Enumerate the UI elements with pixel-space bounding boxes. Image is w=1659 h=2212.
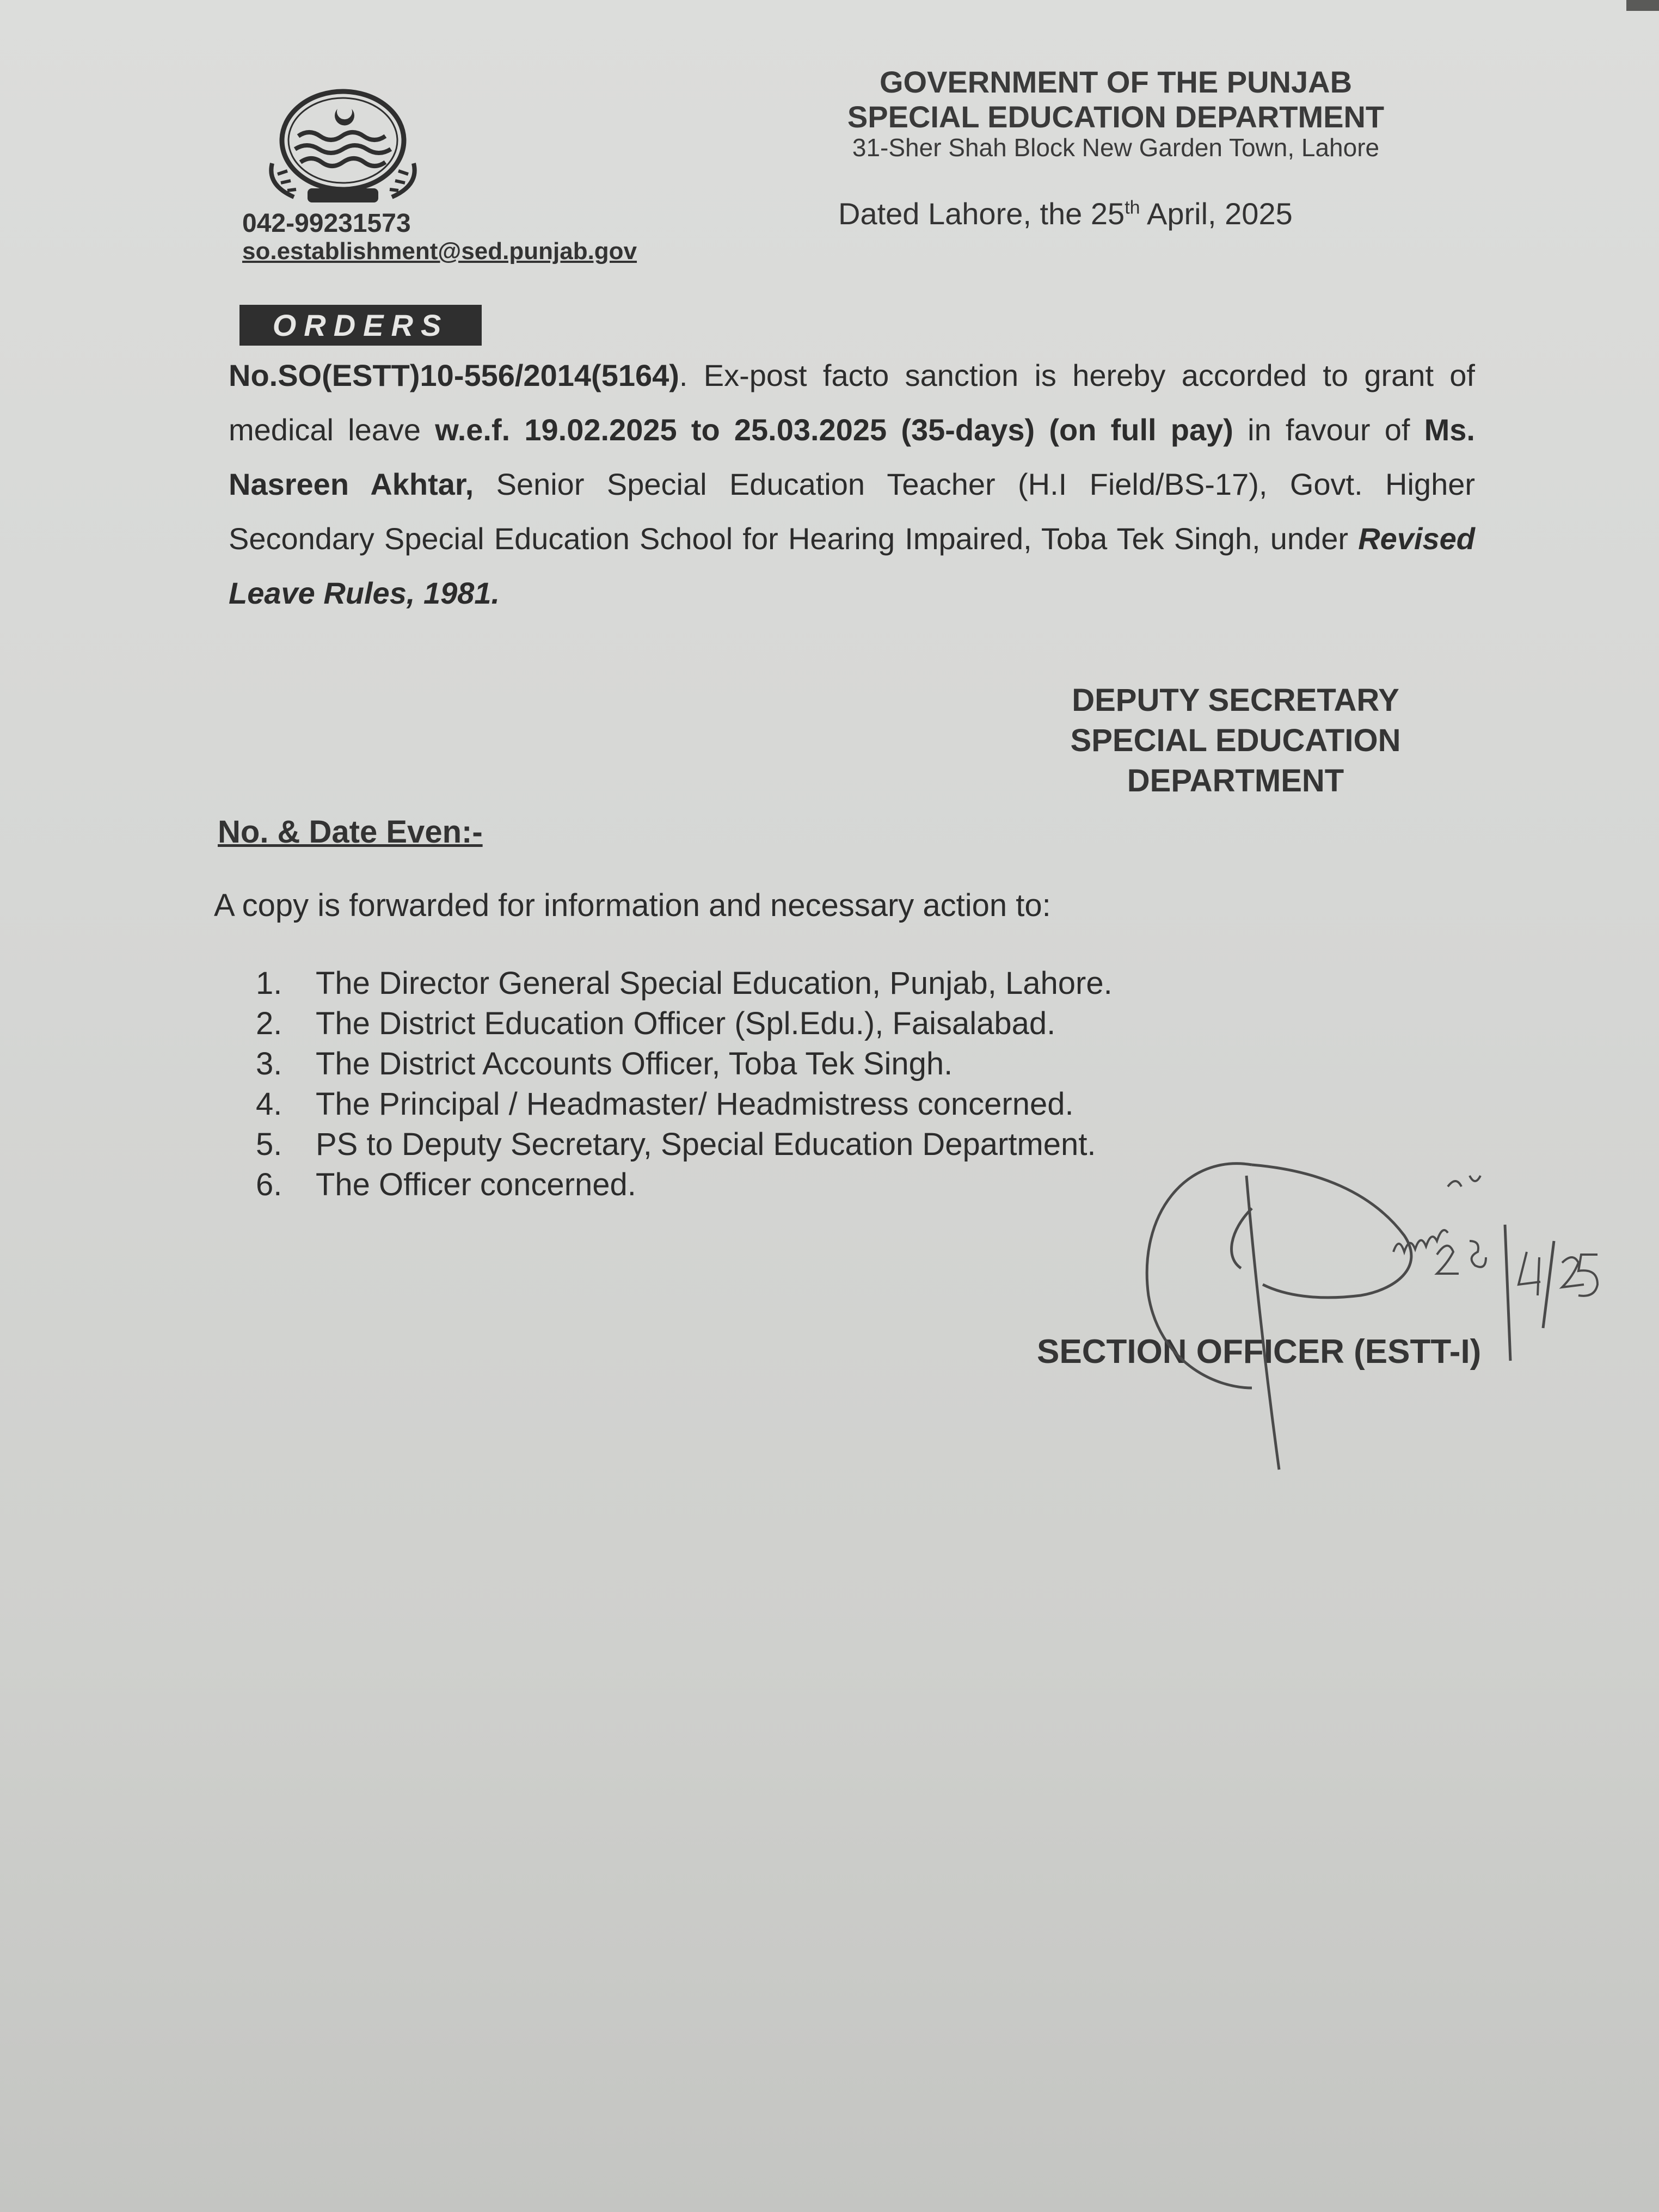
list-item-number: 1.	[256, 966, 282, 1001]
no-date-even-heading: No. & Date Even:-	[218, 814, 483, 850]
leave-period: w.e.f. 19.02.2025 to 25.03.2025 (35-days) (on full pay)	[435, 413, 1233, 447]
dated-suffix: April, 2025	[1140, 196, 1293, 231]
header-department: SPECIAL EDUCATION DEPARTMENT	[847, 100, 1385, 134]
order-text-2: in favour of	[1233, 413, 1424, 447]
employee-name: Ms. Nasreen Akhtar,	[229, 413, 1475, 501]
list-item-text: The Principal / Headmaster/ Headmistress concerned.	[316, 1086, 1074, 1122]
header-address: 31-Sher Shah Block New Garden Town, Lahore	[852, 133, 1380, 162]
dated-line	[838, 196, 1293, 231]
email-address: so.establishment@sed.punjab.gov	[242, 238, 637, 265]
list-item	[256, 1125, 1113, 1165]
reference-number: No.SO(ESTT)10-556/2014(5164)	[229, 358, 679, 392]
list-item-text: The Director General Special Education, Punjab, Lahore.	[316, 966, 1113, 1001]
list-item	[256, 963, 1113, 1004]
phone-number: 042-99231573	[242, 209, 411, 238]
dated-prefix: Dated Lahore, the 25	[838, 196, 1125, 231]
list-item-number: 4.	[256, 1086, 282, 1122]
deputy-secretary-block	[1023, 680, 1448, 801]
order-text-3: Senior Special Education Teacher (H.I Field/BS-17), Govt. Higher Secondary Special Education School for Hearing Impaired, Toba Tek Singh, under	[229, 467, 1476, 556]
list-item	[256, 1165, 1113, 1205]
section-officer-title: SECTION OFFICER (ESTT-I)	[1037, 1333, 1482, 1371]
list-item-text: The District Education Officer (Spl.Edu.), Faisalabad.	[316, 1006, 1056, 1041]
copy-forward-intro: A copy is forwarded for information and necessary action to:	[214, 888, 1051, 923]
dated-sup: th	[1125, 197, 1140, 218]
background-edge	[1626, 0, 1659, 11]
order-text-1: . Ex-post facto sanction is hereby accorded to grant of medical leave	[229, 358, 1475, 447]
list-item	[256, 1084, 1113, 1125]
order-paragraph	[229, 348, 1475, 620]
list-item-number: 5.	[256, 1127, 282, 1162]
list-item-number: 2.	[256, 1006, 282, 1041]
list-item-text: The District Accounts Officer, Toba Tek Singh.	[316, 1046, 953, 1082]
deputy-line-1: DEPUTY SECRETARY	[1072, 683, 1399, 718]
list-item-number: 6.	[256, 1167, 282, 1202]
deputy-line-2: SPECIAL EDUCATION	[1070, 723, 1401, 758]
list-item	[256, 1044, 1113, 1084]
header-government: GOVERNMENT OF THE PUNJAB	[879, 65, 1353, 99]
list-item	[256, 1004, 1113, 1044]
list-item-number: 3.	[256, 1046, 282, 1082]
leave-rules: Revised Leave Rules, 1981.	[229, 521, 1475, 610]
distribution-list	[256, 963, 1113, 1205]
orders-label: ORDERS	[239, 305, 482, 346]
punjab-government-logo	[256, 82, 430, 207]
list-item-text: The Officer concerned.	[316, 1167, 636, 1202]
list-item-text: PS to Deputy Secretary, Special Education Department.	[316, 1127, 1096, 1162]
deputy-line-3: DEPARTMENT	[1127, 763, 1344, 798]
handwritten-signature	[1089, 1132, 1633, 1480]
